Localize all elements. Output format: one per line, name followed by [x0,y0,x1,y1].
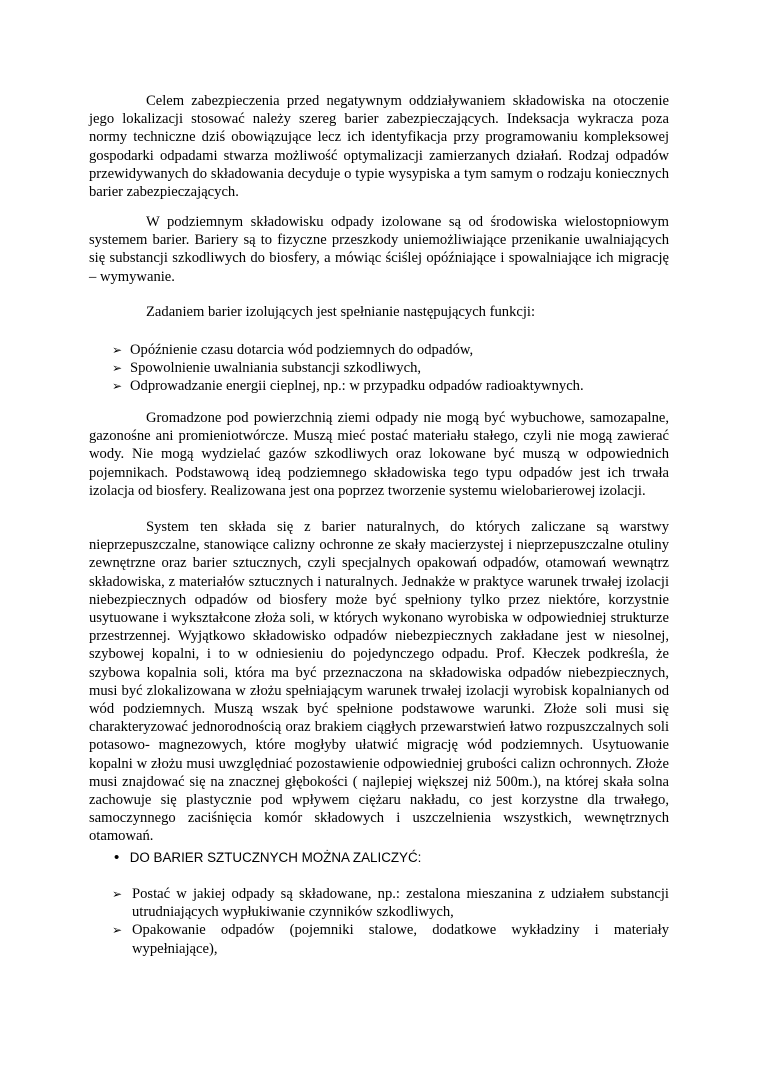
list-item-text: Opakowanie odpadów (pojemniki stalowe, dodatkowe wykładziny i materiały wypełniające), [132,922,669,957]
list-item [112,359,669,377]
paragraph-barrier-functions-intro: Zadaniem barier izolujących jest spełnianie następujących funkcji: [146,304,536,320]
paragraph-barrier-system: System ten składa się z barier naturalnych, do których zaliczane są warstwy nieprzepuszczalne, stanowiące calizny ochronne ze skały macierzystej i nieprzepuszczalne otuliny zewnętrzne oraz barier sztucznych, czyli specjalnych opakowań odpadów, otamowań wewnątrz składowiska, z materiałów sztucznych i naturalnych. Jednakże w praktyce warunek trwałej izolacji niebezpiecznych odpadów od biosfery może być spełniony tylko przez niektóre, korzystnie usytuowane i wykształcone złoża soli, w których wykonano wyrobiska w odpowiedniej strukturze przestrzennej. Wyjątkowo składowisko odpadów niebezpiecznych zakładane jest w niesolnej, szybowej kopalni, i to w odniesieniu do pojedynczego odpadu. Prof. Kłeczek podkreśla, że szybowa kopalnia soli, która ma być przeznaczona na składowiska odpadów niebezpiecznych, musi być zlokalizowana w złożu spełniającym warunek trwałej izolacji wyrobisk kopalnianych od wód podziemnych. Muszą wszak być spełnione podstawowe warunki. Złoże soli musi się charakteryzować jednorodnością oraz brakiem ciągłych przewarstwień łatwo rozpuszczalnych soli potasowo- magnezowych, które mogłyby ułatwić migrację wód podziemnych. Usytuowanie kopalni w złożu musi uwzględniać pozostawienie odpowiedniej grubości calizn ochronnych. Złoże musi znajdować się na znacznej głębokości ( najlepiej większej niż 500m.), na której skała solna zachowuje się plastycznie pod wpływem ciężaru nakładu, co jest korzystne dla trwałego, samoczynnego zaciśnięcia komór składowych i uszczelnienia wszystkich, wewnętrznych otamowań. [89,519,669,845]
artificial-barriers-list [112,885,669,958]
heading-text: DO BARIER SZTUCZNYCH MOŻNA ZALICZYĆ: [129,850,422,865]
list-item-text: Opóźnienie czasu dotarcia wód podziemnych do odpadów, [130,342,474,358]
arrow-bullet-icon: ➢ [112,923,123,938]
artificial-barriers-heading [114,849,614,867]
barrier-functions-list [112,341,669,396]
paragraph-underground-storage: W podziemnym składowisku odpady izolowane są od środowiska wielostopniowym systemem barier. Bariery są to fizyczne przeszkody uniemożliwiające przenikanie uwalniających się substancji szkodliwych do biosfery, a mówiąc ściślej opóźniające i spowalniające ich migrację – wymywanie. [89,214,669,285]
arrow-bullet-icon: ➢ [112,379,123,394]
arrow-bullet-icon: ➢ [112,343,123,357]
list-item [112,341,669,359]
arrow-bullet-icon: ➢ [112,887,123,901]
list-item-text: Postać w jakiej odpady są składowane, np.: zestalona mieszanina z udziałem substancji utrudniających wypłukiwanie czynników szkodliwych, [132,886,669,921]
arrow-bullet-icon: ➢ [112,361,123,376]
list-item [112,885,669,921]
list-item-text: Odprowadzanie energii cieplnej, np.: w przypadku odpadów radioaktywnych. [130,378,584,395]
list-item [112,377,669,395]
list-item [112,921,669,957]
paragraph-stored-waste: Gromadzone pod powierzchnią ziemi odpady nie mogą być wybuchowe, samozapalne, gazonośne ani promieniotwórcze. Muszą mieć postać materiału stałego, czyli nie mogą zawierać wody. Nie mogą wydzielać gazów szkodliwych oraz lokowane być muszą w odpowiednich pojemnikach. Podstawową ideą podziemnego składowiska tego typu odpadów jest ich trwała izolacja od biosfery. Realizowana jest ona poprzez tworzenie systemu wielobarierowej izolacji. [89,410,669,499]
list-item-text: Spowolnienie uwalniania substancji szkodliwych, [130,360,422,377]
paragraph-intro: Celem zabezpieczenia przed negatywnym oddziaływaniem składowiska na otoczenie jego lokalizacji stosować należy szereg barier zabezpieczających. Indeksacja wykracza poza normy techniczne dziś obowiązujące lecz ich identyfikacja przy programowaniu kompleksowej gospodarki odpadami stwarza możliwość optymalizacji zamierzanych działań. Rodzaj odpadów przewidywanych do składowania decyduje o typie wysypiska a tym samym o rodzaju koniecznych barier zabezpieczających. [89,93,669,201]
bullet-icon: • [114,849,120,866]
